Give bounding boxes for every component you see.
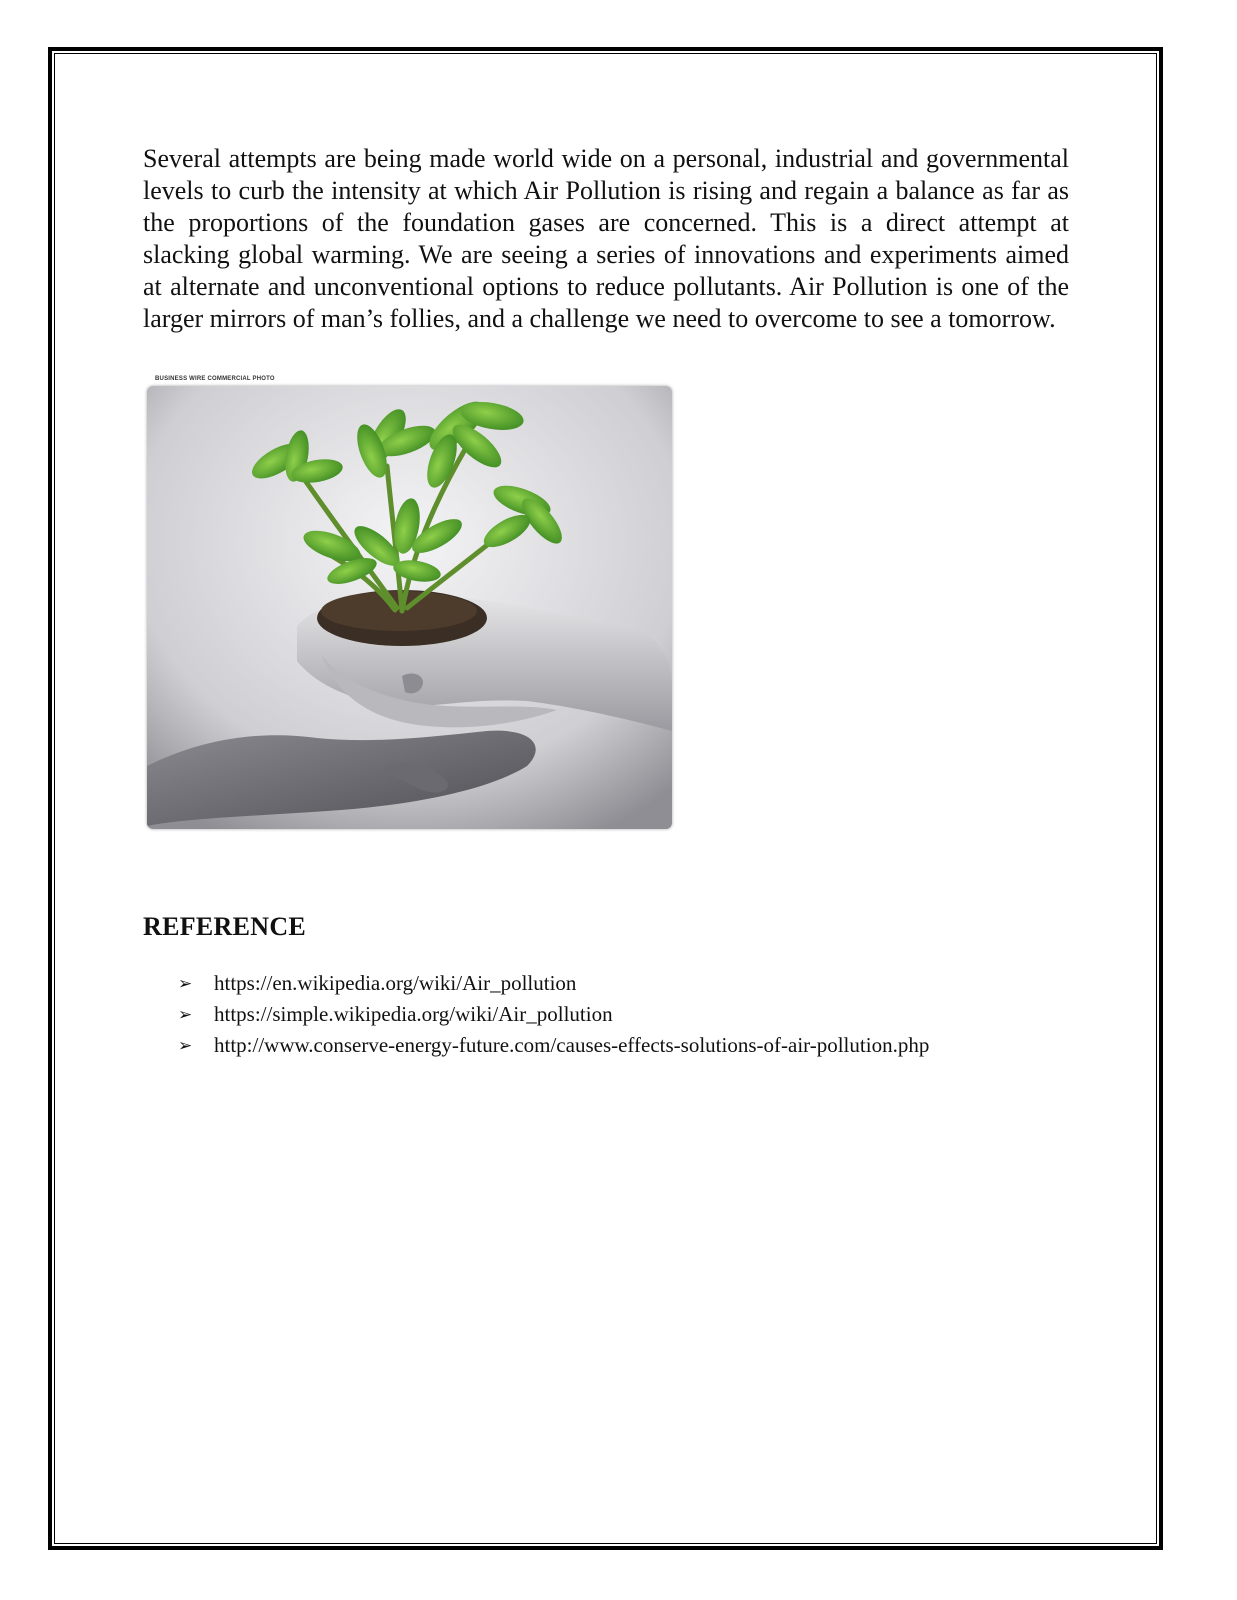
arrow-bullet-icon: ➢: [178, 1005, 193, 1024]
reference-list: [178, 968, 929, 1061]
reference-link[interactable]: http://www.conserve-energy-future.com/causes-effects-solutions-of-air-pollution.php: [214, 1033, 930, 1057]
reference-link[interactable]: https://simple.wikipedia.org/wiki/Air_pollution: [214, 1002, 613, 1026]
arrow-bullet-icon: ➢: [178, 974, 193, 993]
reference-item: [178, 999, 929, 1030]
photo-credit: BUSINESS WIRE COMMERCIAL PHOTO: [155, 376, 275, 382]
plant-in-hands-photo: [147, 386, 672, 829]
reference-item: [178, 1030, 929, 1061]
reference-item: [178, 968, 929, 999]
arrow-bullet-icon: ➢: [178, 1036, 193, 1055]
reference-heading: REFERENCE: [143, 912, 307, 941]
reference-link[interactable]: https://en.wikipedia.org/wiki/Air_pollution: [214, 971, 577, 995]
body-paragraph: Several attempts are being made world wide on a personal, industrial and governmental levels to curb the intensity at which Air Pollution is rising and regain a balance as far as the proportions of the foundation gases are concerned. This is a direct attempt at slacking global warming. We are seeing a series of innovations and experiments aimed at alternate and unconventional options to reduce pollutants. Air Pollution is one of the larger mirrors of man’s follies, and a challenge we need to overcome to see a tomorrow.: [143, 144, 1069, 333]
